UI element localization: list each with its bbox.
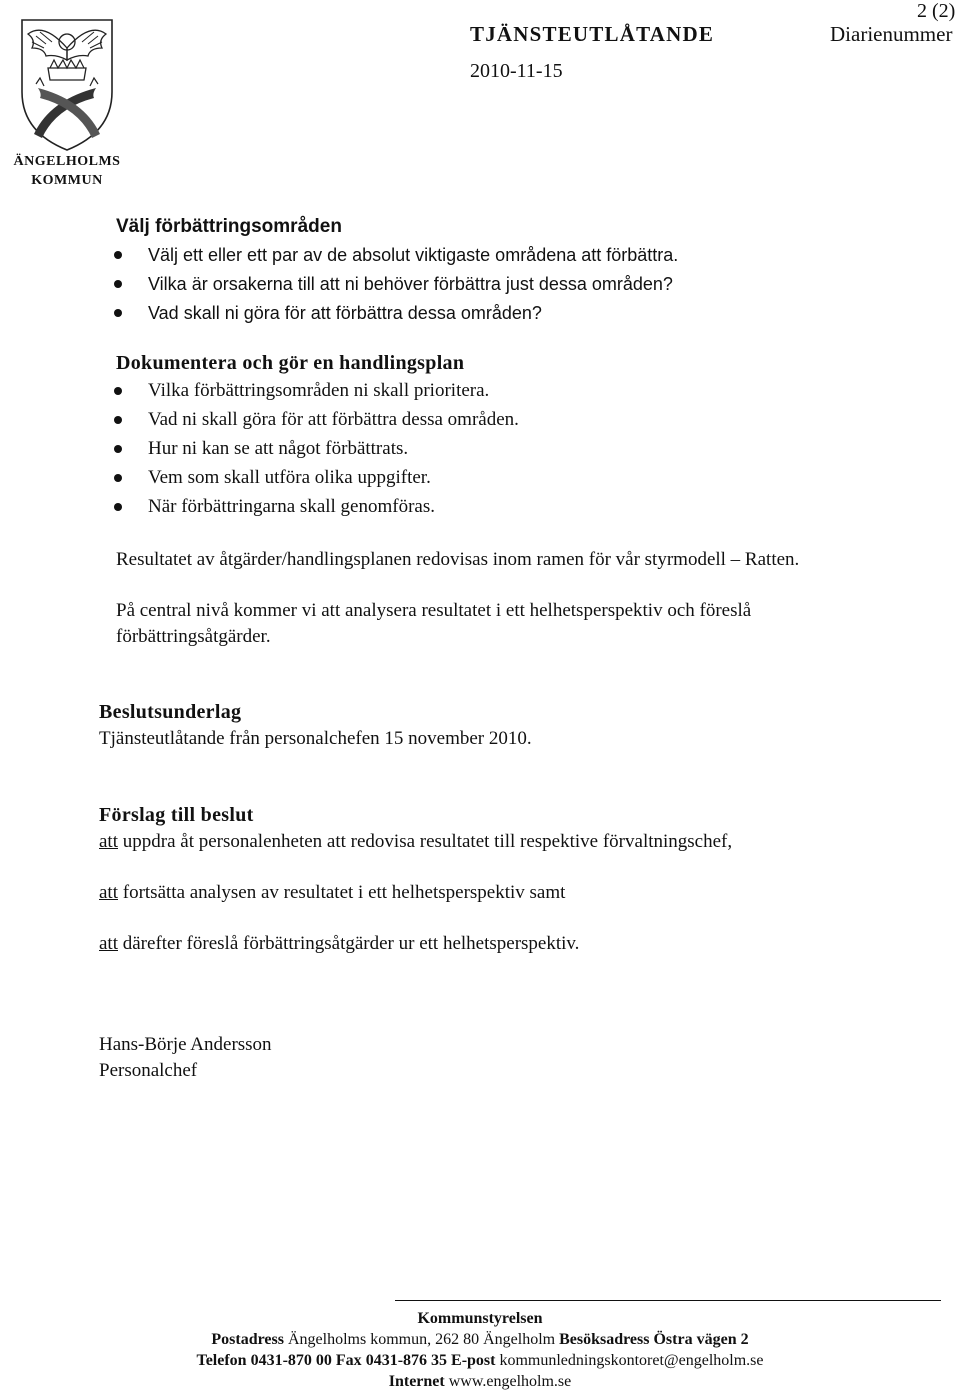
section-heading-forslag: Förslag till beslut bbox=[99, 804, 254, 826]
forslag-text: uppdra åt personalenheten att redovisa resultatet till respektive förvaltningschef, bbox=[118, 831, 733, 852]
footer-address-line bbox=[0, 1331, 960, 1349]
list-item-text: När förbättringarna skall genomföras. bbox=[148, 496, 436, 517]
logo-text-line2: KOMMUN bbox=[31, 173, 103, 188]
section-heading-dokumentera: Dokumentera och gör en handlingsplan bbox=[116, 352, 465, 374]
forslag-item bbox=[99, 829, 732, 855]
section-heading-valj: Välj förbättringsområden bbox=[116, 216, 342, 237]
logo-text-line1: ÄNGELHOLMS bbox=[13, 154, 121, 169]
list-item-text: Vilka är orsakerna till att ni behöver förbättra just dessa områden? bbox=[148, 274, 673, 294]
bullet-icon bbox=[114, 503, 122, 511]
footer-besoksadress-label: Besöksadress bbox=[559, 1331, 650, 1348]
resultat-paragraph: Resultatet av åtgärder/handlingsplanen redovisas inom ramen för vår styrmodell – Ratten. bbox=[116, 549, 800, 570]
list-item-text: Vad ni skall göra för att förbättra dessa områden. bbox=[148, 409, 519, 430]
list-item bbox=[114, 378, 519, 407]
bullet-icon bbox=[114, 445, 122, 453]
central-paragraph-line2: förbättringsåtgärder. bbox=[116, 626, 271, 647]
footer-fax-value: 0431-876 35 bbox=[365, 1352, 448, 1369]
section-heading-beslutsunderlag: Beslutsunderlag bbox=[99, 701, 242, 723]
footer-fax-label: Fax bbox=[335, 1352, 362, 1369]
forslag-item bbox=[99, 931, 579, 957]
footer-org bbox=[0, 1310, 960, 1328]
forslag-item bbox=[99, 880, 565, 906]
forslag-prefix: att bbox=[99, 831, 118, 852]
list-item bbox=[114, 407, 519, 436]
footer-internet-value: www.engelholm.se bbox=[448, 1373, 572, 1390]
list-item-text: Vad skall ni göra för att förbättra dessa områden? bbox=[148, 303, 542, 323]
list-item bbox=[114, 300, 678, 329]
list-item bbox=[114, 465, 519, 494]
valj-list bbox=[114, 242, 678, 329]
list-item bbox=[114, 242, 678, 271]
dokumentera-list bbox=[114, 378, 519, 523]
list-item bbox=[114, 494, 519, 523]
bullet-icon bbox=[114, 280, 122, 288]
bullet-icon bbox=[114, 309, 122, 317]
list-item-text: Välj ett eller ett par av de absolut viktigaste områdena att förbättra. bbox=[148, 245, 679, 265]
page-number: 2 (2) bbox=[917, 0, 956, 22]
list-item-text: Hur ni kan se att något förbättrats. bbox=[148, 438, 409, 459]
bullet-icon bbox=[114, 387, 122, 395]
footer-besoksadress-value: Östra vägen 2 bbox=[653, 1331, 749, 1348]
list-item-text: Vilka förbättringsområden ni skall prioritera. bbox=[148, 380, 490, 401]
footer-epost-value: kommunledningskontoret@engelholm.se bbox=[499, 1352, 764, 1369]
coat-of-arms-icon bbox=[10, 14, 124, 154]
forslag-prefix: att bbox=[99, 882, 118, 903]
footer-postadress-value: Ängelholms kommun, 262 80 Ängelholm bbox=[287, 1331, 556, 1348]
footer-telefon-label: Telefon bbox=[196, 1352, 247, 1369]
footer-org-name: Kommunstyrelsen bbox=[417, 1310, 543, 1327]
bullet-icon bbox=[114, 251, 122, 259]
signature-title: Personalchef bbox=[99, 1060, 198, 1081]
footer-internet-line bbox=[0, 1373, 960, 1391]
municipality-logo bbox=[10, 14, 124, 192]
list-item bbox=[114, 271, 678, 300]
footer-contact-line bbox=[0, 1352, 960, 1370]
list-item bbox=[114, 436, 519, 465]
document-title: TJÄNSTEUTLÅTANDE bbox=[470, 22, 715, 46]
forslag-text: fortsätta analysen av resultatet i ett helhetsperspektiv samt bbox=[118, 882, 566, 903]
footer-postadress-label: Postadress bbox=[211, 1331, 284, 1348]
document-date: 2010-11-15 bbox=[470, 60, 563, 82]
list-item-text: Vem som skall utföra olika uppgifter. bbox=[148, 467, 431, 488]
footer-internet-label: Internet bbox=[388, 1373, 445, 1390]
forslag-text: därefter föreslå förbättringsåtgärder ur ett helhetsperspektiv. bbox=[118, 933, 580, 954]
footer-telefon-value: 0431-870 00 bbox=[250, 1352, 332, 1369]
footer-divider bbox=[395, 1300, 941, 1301]
diarienummer-label: Diarienummer bbox=[830, 22, 953, 46]
bullet-icon bbox=[114, 416, 122, 424]
beslutsunderlag-text: Tjänsteutlåtande från personalchefen 15 november 2010. bbox=[99, 728, 532, 749]
signature-name: Hans-Börje Andersson bbox=[99, 1034, 272, 1055]
forslag-prefix: att bbox=[99, 933, 118, 954]
central-paragraph-line1: På central nivå kommer vi att analysera resultatet i ett helhetsperspektiv och föreslå bbox=[116, 600, 752, 621]
footer-epost-label: E-post bbox=[451, 1352, 496, 1369]
bullet-icon bbox=[114, 474, 122, 482]
